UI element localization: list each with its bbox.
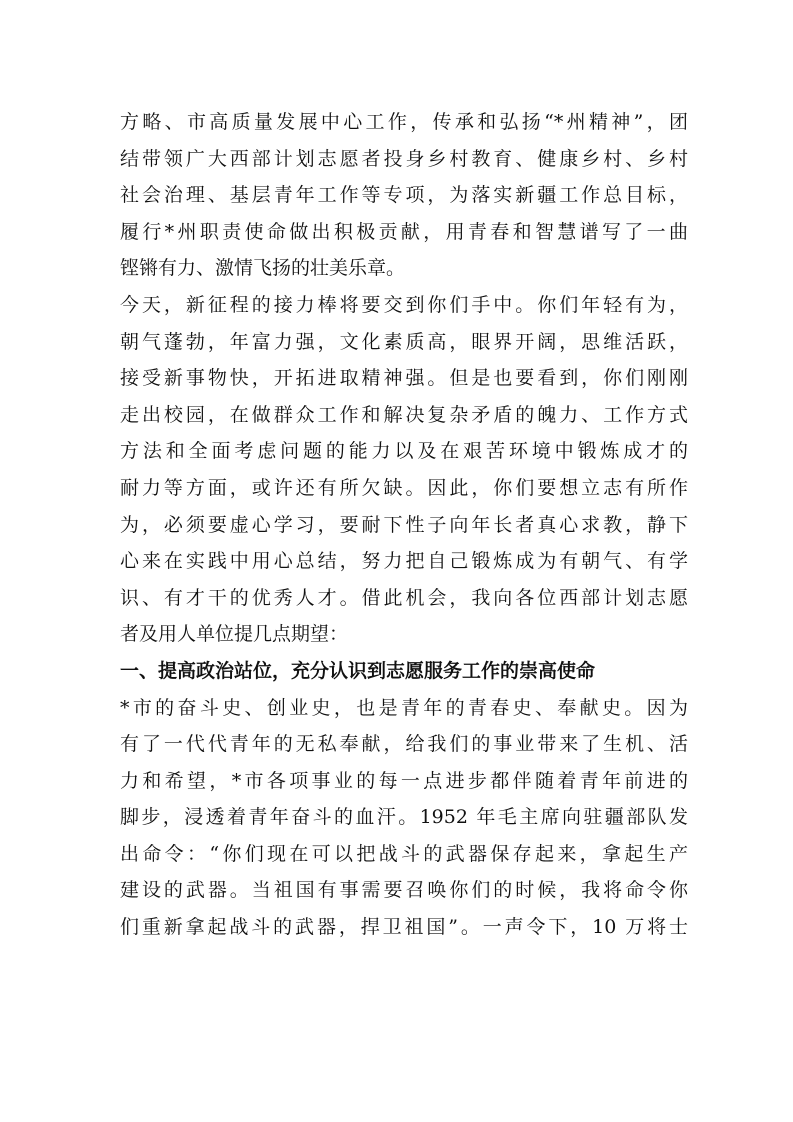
text-line: 为，必须要虚心学习，要耐下性子向年长者真心求教，静下	[120, 513, 688, 536]
text-line: 识、有才干的优秀人才。借此机会，我向各位西部计划志愿	[120, 586, 688, 609]
paragraph-3	[120, 690, 688, 946]
text-line: 们重新拿起战斗的武器，捍卫祖国”。一声令下，10 万将士	[120, 916, 688, 939]
text-line: 有了一代代青年的无私奉献，给我们的事业带来了生机、活	[120, 733, 688, 756]
heading-text: 一、提高政治站位，充分认识到志愿服务工作的崇高使命	[120, 659, 596, 682]
text-line: 社会治理、基层青年工作等专项，为落实新疆工作总目标，	[120, 184, 688, 207]
document-body	[120, 104, 688, 946]
text-line: 方法和全面考虑问题的能力以及在艰苦环境中锻炼成才的	[120, 440, 688, 463]
text-line: *市的奋斗史、创业史，也是青年的青春史、奉献史。因为	[120, 696, 688, 719]
text-line: 耐力等方面，或许还有所欠缺。因此，你们要想立志有所作	[120, 476, 688, 499]
section-heading	[120, 653, 688, 690]
text-line: 铿锵有力、激情飞扬的壮美乐章。	[120, 257, 406, 280]
text-line: 朝气蓬勃，年富力强，文化素质高，眼界开阔，思维活跃，	[120, 330, 688, 353]
text-line: 脚步，浸透着青年奋斗的血汗。1952 年毛主席向驻疆部队发	[120, 806, 688, 829]
text-line: 心来在实践中用心总结，努力把自己锻炼成为有朝气、有学	[120, 550, 688, 573]
text-line: 力和希望，*市各项事业的每一点进步都伴随着青年前进的	[120, 769, 688, 792]
paragraph-0	[120, 104, 688, 287]
text-line: 者及用人单位提几点期望：	[120, 623, 349, 646]
text-line: 建设的武器。当祖国有事需要召唤你们的时候，我将命令你	[120, 879, 688, 902]
text-line: 方略、市高质量发展中心工作，传承和弘扬“*州精神”，团	[120, 111, 688, 133]
text-line: 今天，新征程的接力棒将要交到你们手中。你们年轻有为，	[120, 293, 688, 316]
text-line: 出命令：“你们现在可以把战斗的武器保存起来，拿起生产	[120, 842, 688, 865]
text-line: 结带领广大西部计划志愿者投身乡村教育、健康乡村、乡村	[120, 147, 688, 170]
paragraph-1	[120, 287, 688, 653]
text-line: 履行*州职责使命做出积极贡献，用青春和智慧谱写了一曲	[120, 220, 688, 243]
text-line: 接受新事物快，开拓进取精神强。但是也要看到，你们刚刚	[120, 367, 688, 390]
text-line: 走出校园，在做群众工作和解决复杂矛盾的魄力、工作方式	[120, 403, 688, 426]
